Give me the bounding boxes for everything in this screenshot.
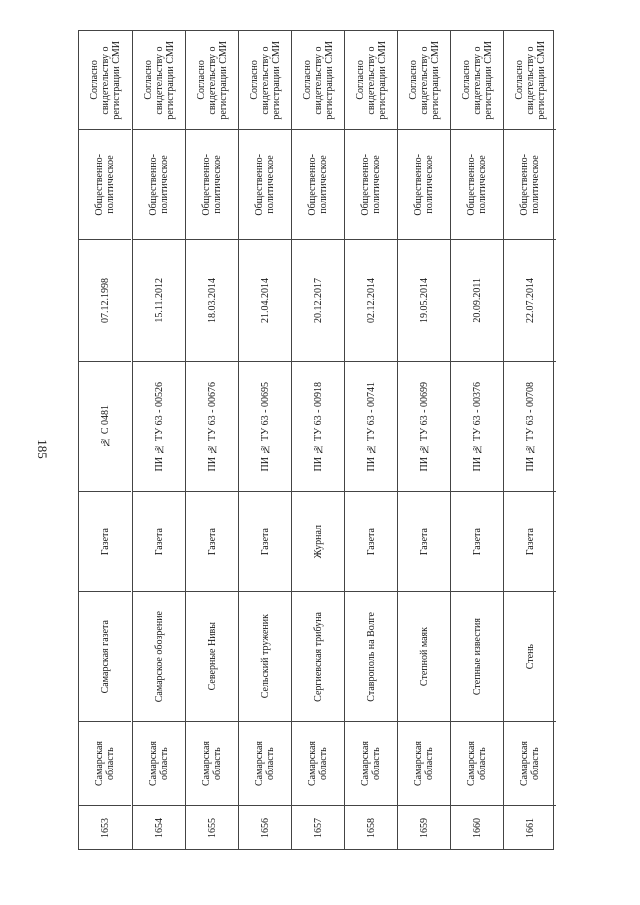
record-number-cell-text: 1653 bbox=[99, 817, 111, 838]
record-number-cell bbox=[451, 805, 503, 849]
media-type-cell-text: Газета bbox=[471, 527, 483, 556]
category-cell bbox=[345, 129, 397, 239]
media-name-cell-text: Сергиевская трибуна bbox=[312, 611, 324, 702]
category-cell-text: Общественно- политическое bbox=[201, 153, 223, 216]
category-cell bbox=[239, 129, 291, 239]
media-type-cell-text: Газета bbox=[99, 527, 111, 556]
media-name-cell bbox=[79, 591, 131, 721]
note-cell-text: Согласно свидетельству о регистрации СМИ bbox=[513, 40, 547, 120]
registration-date-cell-text: 22.07.2014 bbox=[524, 278, 536, 323]
table-row bbox=[503, 31, 556, 849]
registration-number-cell bbox=[292, 361, 344, 491]
region-cell bbox=[292, 721, 344, 805]
region-cell bbox=[345, 721, 397, 805]
table-row bbox=[450, 31, 503, 849]
category-cell-text: Общественно- политическое bbox=[519, 153, 541, 216]
table-row bbox=[291, 31, 344, 849]
category-cell bbox=[451, 129, 503, 239]
registration-date-cell-text: 15.11.2012 bbox=[153, 278, 165, 323]
category-cell bbox=[133, 129, 185, 239]
category-cell-text: Общественно- политическое bbox=[94, 153, 116, 216]
region-cell bbox=[239, 721, 291, 805]
media-type-cell-text: Газета bbox=[153, 527, 165, 556]
registration-date-cell-text: 21.04.2014 bbox=[259, 278, 271, 323]
category-cell bbox=[292, 129, 344, 239]
media-name-cell-text: Самарское обозрение bbox=[153, 610, 165, 703]
registration-number-cell bbox=[79, 361, 131, 491]
note-cell-text: Согласно свидетельству о регистрации СМИ bbox=[354, 40, 388, 120]
category-cell-text: Общественно- политическое bbox=[413, 153, 435, 216]
region-cell bbox=[504, 721, 556, 805]
record-number-cell-text: 1657 bbox=[312, 817, 324, 838]
note-cell bbox=[451, 31, 503, 129]
record-number-cell bbox=[292, 805, 344, 849]
table-row bbox=[238, 31, 291, 849]
registration-date-cell bbox=[133, 239, 185, 361]
registration-date-cell bbox=[504, 239, 556, 361]
note-cell bbox=[186, 31, 238, 129]
table-row bbox=[132, 31, 185, 849]
note-cell-text: Согласно свидетельству о регистрации СМИ bbox=[460, 40, 494, 120]
registration-number-cell bbox=[239, 361, 291, 491]
record-number-cell-text: 1661 bbox=[524, 817, 536, 838]
registration-number-cell-text: ПИ № ТУ 63 - 00918 bbox=[312, 381, 324, 472]
registration-date-cell-text: 18.03.2014 bbox=[206, 278, 218, 323]
media-type-cell-text: Журнал bbox=[312, 524, 324, 559]
registration-date-cell bbox=[292, 239, 344, 361]
region-cell bbox=[451, 721, 503, 805]
media-name-cell-text: Ставрополь на Волге bbox=[365, 611, 377, 702]
category-cell bbox=[79, 129, 131, 239]
note-cell-text: Согласно свидетельству о регистрации СМИ bbox=[88, 40, 122, 120]
note-cell-text: Согласно свидетельству о регистрации СМИ bbox=[195, 40, 229, 120]
registration-date-cell-text: 20.09.2011 bbox=[471, 278, 483, 323]
registration-number-cell-text: ПИ № ТУ 63 - 00708 bbox=[524, 381, 536, 472]
registration-number-cell-text: ПИ № ТУ 63 - 00699 bbox=[418, 381, 430, 472]
region-cell-text: Самарская область bbox=[519, 741, 541, 786]
media-type-cell bbox=[398, 491, 450, 591]
category-cell-text: Общественно- политическое bbox=[148, 153, 170, 216]
media-name-cell bbox=[133, 591, 185, 721]
media-name-cell bbox=[345, 591, 397, 721]
record-number-cell bbox=[79, 805, 131, 849]
registration-date-cell bbox=[239, 239, 291, 361]
media-type-cell bbox=[504, 491, 556, 591]
media-type-cell-text: Газета bbox=[365, 527, 377, 556]
media-name-cell bbox=[292, 591, 344, 721]
record-number-cell bbox=[133, 805, 185, 849]
region-cell-text: Самарская область bbox=[94, 741, 116, 786]
table-row bbox=[185, 31, 238, 849]
media-type-cell bbox=[451, 491, 503, 591]
note-cell-text: Согласно свидетельству о регистрации СМИ bbox=[301, 40, 335, 120]
registration-number-cell-text: № С 0481 bbox=[99, 405, 111, 448]
category-cell bbox=[504, 129, 556, 239]
region-cell bbox=[398, 721, 450, 805]
media-name-cell bbox=[504, 591, 556, 721]
record-number-cell bbox=[398, 805, 450, 849]
registration-number-cell bbox=[451, 361, 503, 491]
region-cell-text: Самарская область bbox=[360, 741, 382, 786]
note-cell bbox=[398, 31, 450, 129]
registration-date-cell-text: 02.12.2014 bbox=[365, 278, 377, 323]
media-name-cell-text: Самарская газета bbox=[99, 619, 111, 694]
media-type-cell bbox=[133, 491, 185, 591]
media-name-cell bbox=[186, 591, 238, 721]
note-cell bbox=[504, 31, 556, 129]
region-cell-text: Самарская область bbox=[466, 741, 488, 786]
record-number-cell bbox=[345, 805, 397, 849]
media-type-cell-text: Газета bbox=[259, 527, 271, 556]
media-type-cell bbox=[292, 491, 344, 591]
media-type-cell bbox=[239, 491, 291, 591]
page-number: 185 bbox=[35, 439, 50, 459]
record-number-cell-text: 1658 bbox=[365, 817, 377, 838]
media-name-cell-text: Стень bbox=[524, 643, 536, 670]
table-row bbox=[344, 31, 397, 849]
record-number-cell-text: 1656 bbox=[259, 817, 271, 838]
region-cell-text: Самарская область bbox=[254, 741, 276, 786]
media-name-cell-text: Степной маяк bbox=[418, 626, 430, 687]
region-cell bbox=[79, 721, 131, 805]
category-cell-text: Общественно- политическое bbox=[254, 153, 276, 216]
registration-date-cell bbox=[345, 239, 397, 361]
registration-date-cell bbox=[451, 239, 503, 361]
note-cell bbox=[292, 31, 344, 129]
record-number-cell-text: 1655 bbox=[206, 817, 218, 838]
record-number-cell-text: 1654 bbox=[153, 817, 165, 838]
registration-number-cell bbox=[398, 361, 450, 491]
registration-number-cell-text: ПИ № ТУ 63 - 00376 bbox=[471, 381, 483, 472]
record-number-cell bbox=[504, 805, 556, 849]
record-number-cell-text: 1660 bbox=[471, 817, 483, 838]
media-type-cell-text: Газета bbox=[206, 527, 218, 556]
region-cell-text: Самарская область bbox=[413, 741, 435, 786]
region-cell-text: Самарская область bbox=[201, 741, 223, 786]
registration-number-cell bbox=[345, 361, 397, 491]
registration-number-cell bbox=[186, 361, 238, 491]
note-cell bbox=[133, 31, 185, 129]
category-cell-text: Общественно- политическое bbox=[466, 153, 488, 216]
media-type-cell-text: Газета bbox=[418, 527, 430, 556]
category-cell-text: Общественно- политическое bbox=[307, 153, 329, 216]
record-number-cell bbox=[239, 805, 291, 849]
media-name-cell-text: Сельский труженик bbox=[259, 614, 271, 699]
media-type-cell-text: Газета bbox=[524, 527, 536, 556]
record-number-cell bbox=[186, 805, 238, 849]
note-cell bbox=[239, 31, 291, 129]
media-type-cell bbox=[186, 491, 238, 591]
region-cell-text: Самарская область bbox=[307, 741, 329, 786]
media-name-cell bbox=[398, 591, 450, 721]
category-cell bbox=[398, 129, 450, 239]
registration-date-cell bbox=[79, 239, 131, 361]
note-cell-text: Согласно свидетельству о регистрации СМИ bbox=[142, 40, 176, 120]
registration-number-cell-text: ПИ № ТУ 63 - 00676 bbox=[206, 381, 218, 472]
region-cell bbox=[133, 721, 185, 805]
registration-date-cell bbox=[186, 239, 238, 361]
registration-number-cell bbox=[504, 361, 556, 491]
table-row bbox=[79, 31, 132, 849]
table-row bbox=[397, 31, 450, 849]
registry-table bbox=[78, 30, 554, 850]
note-cell-text: Согласно свидетельству о регистрации СМИ bbox=[407, 40, 441, 120]
registration-number-cell-text: ПИ № ТУ 63 - 00695 bbox=[259, 381, 271, 472]
category-cell-text: Общественно- политическое bbox=[360, 153, 382, 216]
registration-number-cell-text: ПИ № ТУ 63 - 00741 bbox=[365, 381, 377, 472]
media-name-cell bbox=[239, 591, 291, 721]
media-type-cell bbox=[345, 491, 397, 591]
media-type-cell bbox=[79, 491, 131, 591]
media-name-cell-text: Степные известия bbox=[471, 617, 483, 696]
registration-number-cell-text: ПИ № ТУ 63 - 00526 bbox=[153, 381, 165, 472]
media-name-cell-text: Северные Нивы bbox=[206, 622, 218, 691]
category-cell bbox=[186, 129, 238, 239]
note-cell-text: Согласно свидетельству о регистрации СМИ bbox=[248, 40, 282, 120]
registration-date-cell-text: 07.12.1998 bbox=[99, 278, 111, 323]
note-cell bbox=[79, 31, 131, 129]
region-cell-text: Самарская область bbox=[148, 741, 170, 786]
registration-date-cell-text: 19.05.2014 bbox=[418, 278, 430, 323]
registration-date-cell bbox=[398, 239, 450, 361]
record-number-cell-text: 1659 bbox=[418, 817, 430, 838]
note-cell bbox=[345, 31, 397, 129]
registration-date-cell-text: 20.12.2017 bbox=[312, 278, 324, 323]
media-name-cell bbox=[451, 591, 503, 721]
region-cell bbox=[186, 721, 238, 805]
registration-number-cell bbox=[133, 361, 185, 491]
